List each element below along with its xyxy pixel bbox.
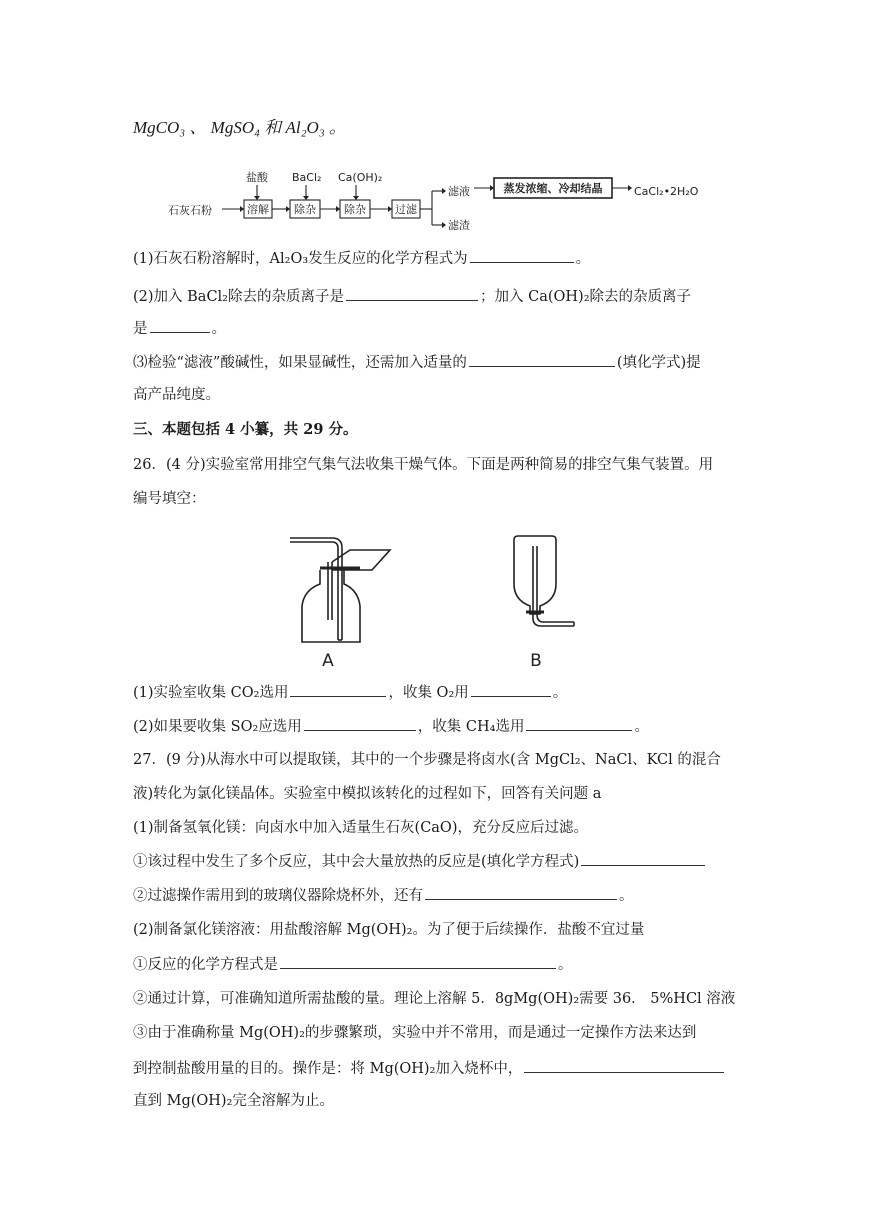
answer-blank[interactable] bbox=[526, 716, 632, 731]
answer-blank[interactable] bbox=[290, 682, 386, 697]
flow-residue: 滤渣 bbox=[448, 219, 470, 232]
q27-part2: (2)制备氯化镁溶液：用盐酸溶解 Mg(OH)₂。为了便于后续操作．盐酸不宜过量 bbox=[133, 922, 645, 938]
q25-part2: (2)加入 BaCl₂除去的杂质离子是 ；加入 Ca(OH)₂除去的杂质离子 bbox=[133, 286, 691, 307]
apparatus-b-label: B bbox=[530, 651, 542, 671]
q26-stem-2: 编号填空： bbox=[133, 491, 206, 507]
q26-stem-1: 26．(4 分)实验室常用排空气集气法收集干燥气体。下面是两种简易的排空气集气装置。用 bbox=[133, 457, 714, 473]
section-heading: 三、本题包括 4 小纂，共 29 分。 bbox=[133, 421, 358, 438]
q27-part1: (1)制备氢氧化镁：向卤水中加入适量生石灰(CaO)，充分反应后过滤。 bbox=[133, 820, 588, 836]
flow-product: CaCl₂•2H₂O bbox=[634, 185, 699, 198]
answer-blank[interactable] bbox=[425, 885, 617, 900]
q26-part1: (1)实验室收集 CO₂选用 ，收集 O₂用 。 bbox=[133, 682, 567, 703]
answer-blank[interactable] bbox=[524, 1058, 724, 1073]
answer-blank[interactable] bbox=[280, 954, 556, 969]
flow-box-dissolve: 溶解 bbox=[247, 203, 269, 216]
answer-blank[interactable] bbox=[346, 286, 478, 301]
flow-reagent-3: Ca(OH)₂ bbox=[338, 171, 383, 184]
q25-part3-cont: 高产品纯度。 bbox=[133, 387, 220, 403]
answer-blank[interactable] bbox=[581, 851, 705, 866]
q27-part1-1: ①该过程中发生了多个反应，其中会大量放热的反应是(填化学方程式) bbox=[133, 851, 707, 872]
flow-reagent-1: 盐酸 bbox=[246, 171, 268, 184]
q25-part1: (1)石灰石粉溶解时，Al₂O₃发生反应的化学方程式为 。 bbox=[133, 248, 590, 269]
q27-part2-5: 直到 Mg(OH)₂完全溶解为止。 bbox=[133, 1093, 334, 1109]
flow-box-purify-1: 除杂 bbox=[294, 203, 316, 216]
answer-blank[interactable] bbox=[469, 352, 615, 367]
q27-stem-1: 27．(9 分)从海水中可以提取镁，其中的一个步骤是将卤水(含 MgCl₂、NaCl、KCl 的混合 bbox=[133, 752, 721, 768]
q27-part2-3: ③由于准确称量 Mg(OH)₂的步骤繁琐，实验中并不常用，而是通过一定操作方法来达到 bbox=[133, 1025, 697, 1041]
q25-part2-cont: 是 。 bbox=[133, 318, 226, 339]
q27-part1-2: ②过滤操作需用到的玻璃仪器除烧杯外，还有 。 bbox=[133, 885, 634, 906]
answer-blank[interactable] bbox=[470, 248, 574, 263]
formula-line: MgCO₃ 、 MgSO₄ 和 Al₂O₃ 。 bbox=[133, 118, 346, 137]
answer-blank[interactable] bbox=[471, 682, 551, 697]
flow-box-filter: 过滤 bbox=[395, 203, 417, 216]
answer-blank[interactable] bbox=[304, 716, 416, 731]
process-flow-diagram bbox=[160, 163, 740, 233]
flow-filtrate: 滤液 bbox=[448, 185, 470, 198]
flow-start: 石灰石粉 bbox=[168, 204, 212, 217]
q27-part2-4: 到控制盐酸用量的目的。操作是：将 Mg(OH)₂加入烧杯中， bbox=[133, 1058, 726, 1079]
q27-part2-2: ②通过计算，可准确知道所需盐酸的量。理论上溶解 5．8gMg(OH)₂需要 36． 5%HCl 溶液 bbox=[133, 991, 736, 1007]
q26-part2: (2)如果要收集 SO₂应选用 ，收集 CH₄选用 。 bbox=[133, 716, 649, 737]
q25-part3: ⑶检验“滤液”酸碱性，如果显碱性，还需加入适量的 (填化学式)提 bbox=[133, 352, 701, 373]
gas-collection-apparatus bbox=[280, 528, 600, 673]
answer-blank[interactable] bbox=[150, 318, 210, 333]
q27-part2-1: ①反应的化学方程式是 。 bbox=[133, 954, 573, 975]
flow-reagent-2: BaCl₂ bbox=[292, 171, 322, 184]
flow-box-purify-2: 除杂 bbox=[344, 203, 366, 216]
apparatus-a-label: A bbox=[322, 651, 334, 671]
q27-stem-2: 液)转化为氯化镁晶体。实验室中模拟该转化的过程如下，回答有关问题 a bbox=[133, 786, 602, 802]
flow-box-evaporate: 蒸发浓缩、冷却结晶 bbox=[503, 182, 603, 195]
